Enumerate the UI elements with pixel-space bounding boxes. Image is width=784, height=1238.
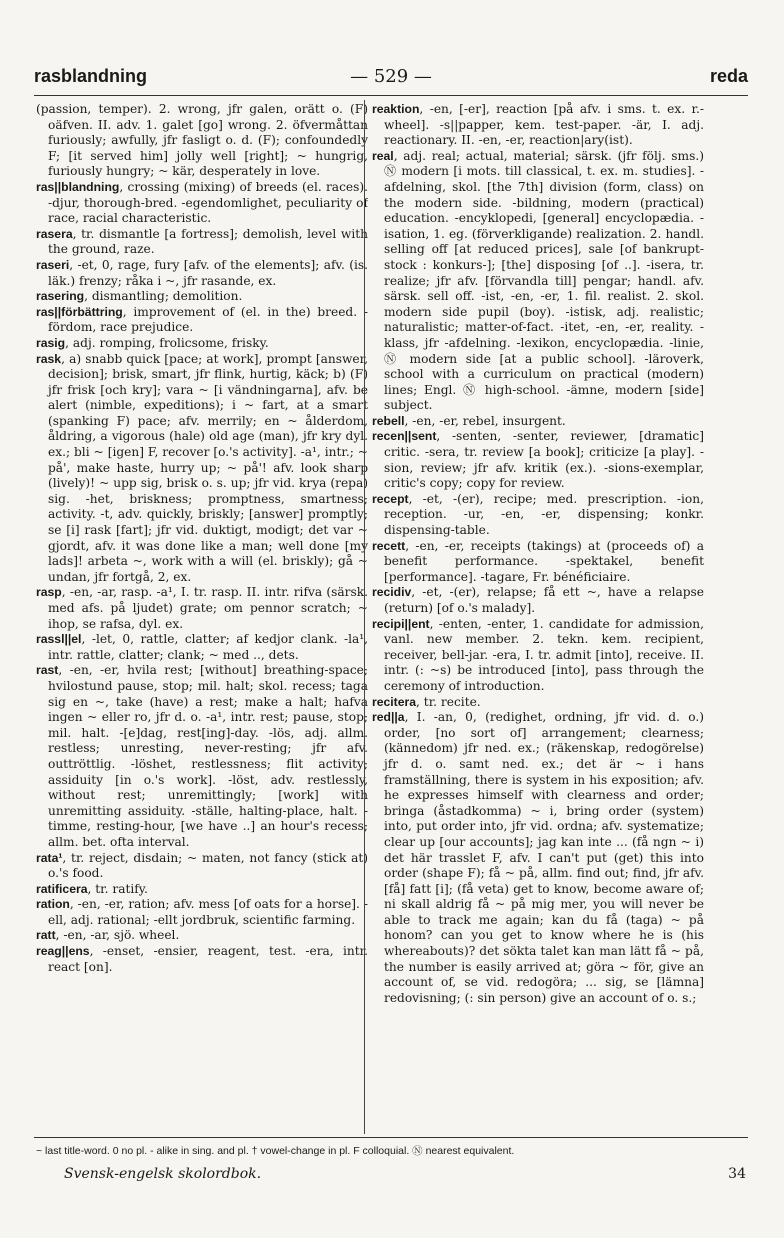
entry-headword: rassl||el: [36, 632, 82, 647]
entry-headword: recept: [372, 491, 409, 506]
book-title: Svensk-engelsk skolordbok.: [64, 1166, 262, 1182]
entry-headword: rasig: [36, 335, 66, 350]
dictionary-entry: (passion, temper). 2. wrong, jfr galen, orätt o. (F) oäfven. II. adv. 1. galet [go] wrong. 2. öfvermåttan furiously; awfully, jfr fasligt o. d. (F); confoundedly F; [it served him] jolly well [right]; ~ hungrig, furiously hungry; ~ kär, desperately in love.: [36, 102, 368, 179]
dictionary-entry: ras||förbättring, improvement of (el. in the) breed. -fördom, race prejudice.: [36, 304, 368, 335]
entry-headword: ras||förbättring: [36, 304, 123, 319]
dictionary-entry: real, adj. real; actual, material; särsk. (jfr följ. sms.) Ⓝ modern [i mots. till classical, t. ex. m. studies]. -afdelning, skol. [the 7th] division (form, class) on the modern side. -bildning, modern (practical) education. -encyklopedi, [general] encyclopædia. -isation, 1. eg. (förverkligande) realization. 2. handl. selling off [at reduced prices], sale [of bankrupt-stock : konkurs-]; [the] disposing [of ..]. -isera, tr. realize; jfr afv. [förvandla till] pengar; handl. afv. särsk. sell off. -ist, -en, -er, 1. fil. realist. 2. skol. modern side pupil (boy). -istisk, adj. realistic; naturalistic; matter-of-fact. -itet, -en, -er, reality. -klass, jfr -afdelning. -lexikon, encyclopædia. -linie, Ⓝ modern side [at a public school]. -läroverk, school with a curriculum on practical (modern) lines; Engl. Ⓝ high-school. -ämne, modern [side] subject.: [372, 148, 704, 413]
sheet-number: 34: [728, 1166, 746, 1182]
dictionary-entry: rata¹, tr. reject, disdain; ~ maten, not fancy (stick at) o.'s food.: [36, 850, 368, 881]
dictionary-entry: rast, -en, -er, hvila rest; [without] breathing-space; hvilostund pause, stop; mil. halt; skol. recess; taga sig en ~, take (have) a rest; make a halt; hafva ingen ~ eller ro, jfr d. o. -a¹, intr. rest; pause, stop; mil. halt. -[e]dag, rest[ing]-day. -lös, adj. allm. restless; unresting, never-resting; jfr afv. outtröttlig. -löshet, restlessness; flit activity; assiduity [in o.'s work]. -löst, adv. restlessly, without rest; unremittingly; [work] with unremitting assiduity. -ställe, halting-place, halt. -timme, resting-hour, [we have ..] an hour's recess; allm. bet. ofta interval.: [36, 663, 368, 849]
dictionary-entry: rasig, adj. romping, frolicsome, frisky.: [36, 335, 269, 350]
right-column: [372, 102, 704, 1132]
entry-headword: ratt: [36, 928, 56, 943]
dictionary-entry: raseri, -et, 0, rage, fury [afv. of the elements]; afv. (is. läk.) frenzy; råka i ~, jfr rasande, ex.: [36, 257, 368, 288]
entry-headword: raseri: [36, 257, 70, 272]
entry-headword: rast: [36, 663, 59, 678]
page-number: — 529 —: [350, 66, 432, 87]
dictionary-entry: recen||sent, -senten, -senter, reviewer, [dramatic] critic. -sera, tr. review [a book]; criticize [a play]. -sion, review; jfr afv. kritik (ex.). -sions-exemplar, critic's copy; copy for review.: [372, 429, 704, 491]
entry-headword: rata¹: [36, 850, 63, 865]
entry-headword: rebell: [372, 413, 405, 428]
entry-headword: rasering: [36, 289, 85, 304]
dictionary-entry: rasera, tr. dismantle [a fortress]; demolish, level with the ground, raze.: [36, 226, 368, 257]
entry-headword: recidiv: [372, 585, 412, 600]
dictionary-entry: recitera, tr. recite.: [372, 694, 481, 709]
entry-headword: ras||blandning: [36, 179, 120, 194]
dictionary-entry: reag||ens, -enset, -ensier, reagent, test. -era, intr. react [on].: [36, 944, 368, 974]
left-guide-word: rasblandning: [34, 66, 148, 86]
dictionary-entry: rasering, dismantling; demolition.: [36, 289, 243, 304]
dictionary-entry: rassl||el, -let, 0, rattle, clatter; af kedjor clank. -la¹, intr. rattle, clatter; clank; ~ med .., dets.: [36, 632, 368, 662]
dictionary-entry: recept, -et, -(er), recipe; med. prescription. -ion, reception. -ur, -en, -er, dispensing; konkr. dispensing-table.: [372, 491, 704, 538]
dictionary-entry: recipi||ent, -enten, -enter, 1. candidate for admission, vanl. new member. 2. tekn. kem. recipient, receiver, bell-jar. -era, I. tr. admit [into], receive. II. intr. (: ~s) be introduced [into], pass through the ceremony of introduction.: [372, 616, 704, 693]
entry-headword: recipi||ent: [372, 616, 430, 631]
entry-headword: reag||ens: [36, 944, 90, 959]
entry-headword: ration: [36, 897, 70, 912]
footer-rule: [34, 1137, 748, 1138]
page-header: [34, 66, 748, 92]
left-column: [36, 102, 368, 1132]
entry-headword: rasp: [36, 585, 62, 600]
entry-headword: recitera: [372, 694, 417, 709]
entry-headword: real: [372, 148, 394, 163]
entry-headword: ratificera: [36, 881, 88, 896]
dictionary-entry: recett, -en, -er, receipts (takings) at (proceeds of) a benefit performance. -spektakel, benefit [performance]. -tagare, Fr. bénéficiaire.: [372, 538, 704, 584]
dictionary-entry: rask, a) snabb quick [pace; at work], prompt [answer, decision]; brisk, smart, jfr flink, hurtig, käck; b) (F) jfr frisk [och kry]; vara ~ [i vändningarna], afv. be alert (nimble, expeditions); i ~ fart, at a smart (spanking F) pace; afv. merrily; en ~ ålderdom, åldring, a vigorous (hale) old age (man), jfr kry dyl. ex.; bli ~ [igen] F, recover [o.'s activity]. -a¹, intr.; ~ på', make haste, hurry up; ~ på'! afv. look sharp (lively)! ~ upp sig, brisk o. s. up; jfr vid. krya (repa) sig. -het, briskness; promptness, smartness; activity. -t, adv. quickly, briskly; [answer] promptly; se [i] rask [fart]; jfr vid. duktigt, modigt; det var ~ gjordt, afv. it was done like a man; well done [my lads]! arbeta ~, work with a will (el. briskly); gå ~ undan, jfr fortgå, 2, ex.: [36, 351, 368, 584]
entry-headword: recen||sent: [372, 429, 437, 444]
dictionary-entry: ration, -en, -er, ration; afv. mess [of oats for a horse]. -ell, adj. rational; -ellt jordbruk, scientific farming.: [36, 897, 368, 927]
entry-headword: rask: [36, 351, 62, 366]
column-divider: [364, 100, 365, 1134]
dictionary-entry: reaktion, -en, [-er], reaction [på afv. i sms. t. ex. r.-wheel]. -s||papper, kem. test-paper. -är, I. adj. reactionary. II. -en, -er, reaction|ary(ist).: [372, 102, 704, 148]
dictionary-entry: rasp, -en, -ar, rasp. -a¹, I. tr. rasp. II. intr. rifva (särsk. med afs. på ljudet) grate; om pennor scratch; ~ ihop, se rafsa, dyl. ex.: [36, 585, 368, 631]
right-guide-word: reda: [709, 66, 748, 86]
entry-headword: recett: [372, 538, 406, 553]
entry-headword: red||a: [372, 710, 405, 725]
dictionary-entry: red||a, I. -an, 0, (redighet, ordning, jfr vid. d. o.) order, [no sort of] arrangement; clearness; (kännedom) jfr ned. ex.; (räkenskap, redogörelse) jfr d. o. samt ned. ex.; det är ~ i hans framställning, there is system in his exposition; afv. he expresses himself with clearness and order; bringa (åstadkomma) ~ i, bring order (system) into, put order into, jfr vid. ordna; afv. systematize; clear up [our accounts]; jag kan inte ... (få ngn ~ i) det här trasslet F, afv. I can't put (get) this into order (shape F); få ~ på, allm. find out; find, jfr afv. [få] fatt [i]; (få veta) get to know, become aware of; ni skall aldrig få ~ på mig mer, you will never be able to track me again; kan du få (taga) ~ på honom? can you get to know where he is (his whereabouts)? det sökta talet kan man lätt få ~ på, the number is easily arrived at; göra ~ för, give an account of, se vid. redogöra; ... sig, se [lämna] redovisning; (: sin person) give an account of o. s.;: [372, 710, 704, 1005]
entry-headword: reaktion: [372, 102, 420, 116]
dictionary-entry: ras||blandning, crossing (mixing) of breeds (el. races). -djur, thorough-bred. -egendomlighet, peculiarity of race, racial characteristic.: [36, 179, 368, 226]
dictionary-entry: ratt, -en, -ar, sjö. wheel.: [36, 928, 180, 943]
dictionary-entry: recidiv, -et, -(er), relapse; få ett ~, have a relapse (return) [of o.'s malady].: [372, 585, 704, 615]
header-rule: [34, 95, 748, 96]
dictionary-entry: ratificera, tr. ratify.: [36, 881, 148, 896]
abbreviation-legend: ~ last title-word. 0 no pl. - alike in sing. and pl. † vowel-change in pl. F colloquial. Ⓝ nearest equivalent.: [36, 1145, 515, 1157]
entry-headword: rasera: [36, 226, 73, 241]
dictionary-entry: rebell, -en, -er, rebel, insurgent.: [372, 413, 566, 428]
